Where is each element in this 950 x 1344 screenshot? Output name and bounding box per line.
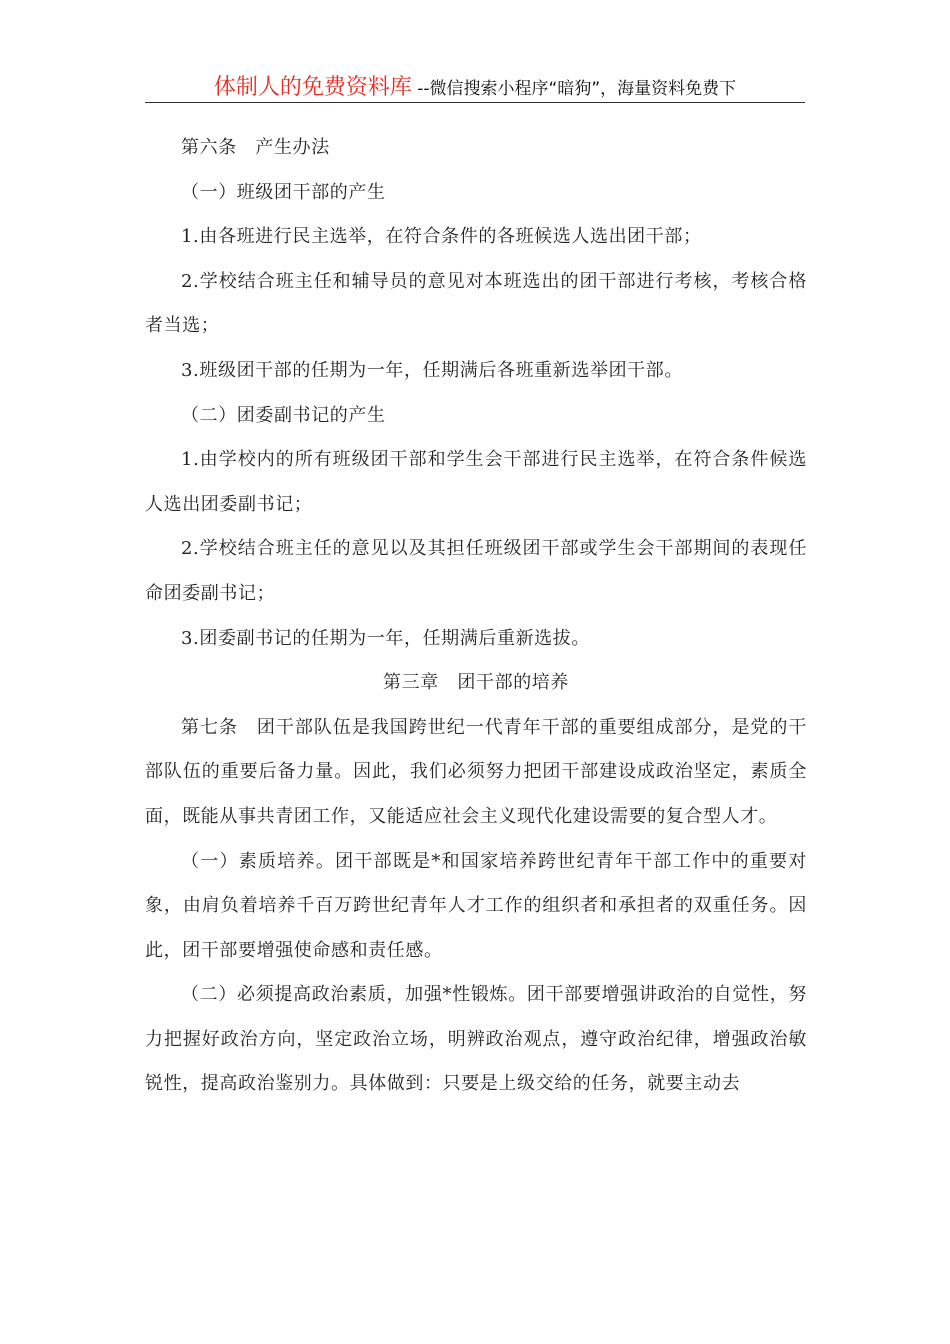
paragraph: 1.由学校内的所有班级团干部和学生会干部进行民主选举，在符合条件候选人选出团委副书记； (145, 449, 807, 515)
page-header (145, 70, 805, 103)
section-class-cadre-heading: （一）班级团干部的产生 (181, 181, 386, 203)
document-body (145, 126, 807, 1107)
chapter-three-title: 第三章 团干部的培养 (383, 672, 569, 694)
paragraph: 3.班级团干部的任期为一年，任期满后各班重新选举团干部。 (181, 359, 683, 381)
paragraph: （二）必须提高政治素质，加强*性锻炼。团干部要增强讲政治的自觉性，努力把握好政治方向，坚定政治立场，明辨政治观点，遵守政治纪律，增强政治敏锐性，提高政治鉴别力。具体做到：只要是上级交给的任务，就要主动去 (145, 984, 807, 1095)
header-brand: 体制人的免费资料库 (213, 75, 412, 100)
paragraph: 第七条 团干部队伍是我国跨世纪一代青年干部的重要组成部分，是党的干部队伍的重要后备力量。因此，我们必须努力把团干部建设成政治坚定，素质全面，既能从事共青团工作，又能适应社会主义现代化建设需要的复合型人才。 (145, 716, 807, 827)
paragraph: 2.学校结合班主任和辅导员的意见对本班选出的团干部进行考核，考核合格者当选； (145, 270, 807, 337)
paragraph: 2.学校结合班主任的意见以及其担任班级团干部或学生会干部期间的表现任命团委副书记； (145, 538, 807, 604)
header-slogan: --微信搜索小程序“暗狗”，海量资料免费下 (411, 79, 737, 99)
paragraph: 1.由各班进行民主选举，在符合条件的各班候选人选出团干部； (181, 226, 702, 248)
paragraph: （一）素质培养。团干部既是*和国家培养跨世纪青年干部工作中的重要对象，由肩负着培养千百万跨世纪青年人才工作的组织者和承担者的双重任务。因此，团干部要增强使命感和责任感。 (145, 850, 807, 961)
article-six-heading: 第六条 产生办法 (181, 137, 330, 158)
paragraph: 3.团委副书记的任期为一年，任期满后重新选拔。 (181, 627, 590, 649)
section-deputy-secretary-heading: （二）团委副书记的产生 (181, 404, 386, 426)
